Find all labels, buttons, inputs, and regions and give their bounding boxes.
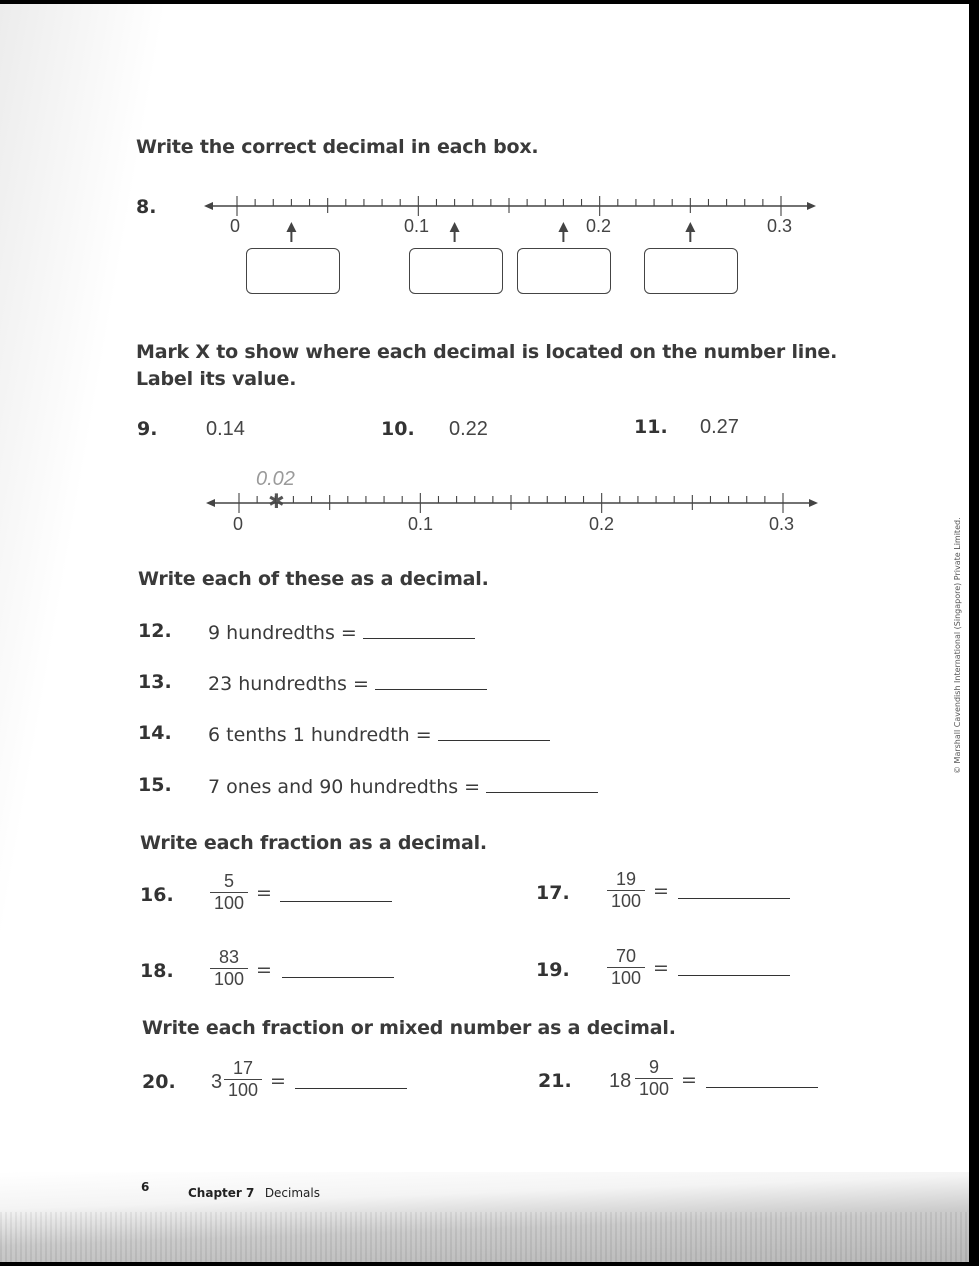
worksheet-page [0, 4, 969, 1262]
question-number-19: 19. [536, 959, 570, 981]
nl2-label-0-1: 0.1 [408, 514, 434, 534]
q16-numerator: 5 [223, 871, 234, 891]
copyright-notice: © Marshall Cavendish International (Singapore) Private Limited. [953, 517, 962, 774]
q19-denominator: 100 [610, 968, 642, 988]
q20-answer-blank[interactable] [295, 1088, 407, 1089]
question-number-21: 21. [538, 1070, 572, 1092]
number-line-mark-ticks [206, 493, 818, 513]
q21-whole: 18 [609, 1070, 632, 1092]
q18-fraction [206, 948, 252, 989]
q17-denominator: 100 [610, 891, 642, 911]
section-heading-words: Write each of these as a decimal. [138, 568, 489, 590]
q15-prompt: 7 ones and 90 hundredths = [208, 776, 481, 798]
q16-answer-blank[interactable] [280, 901, 392, 902]
section-heading-mark: Mark X to show where each decimal is located on the number line. [136, 341, 838, 363]
q11-value: 0.27 [700, 416, 739, 438]
nl1-label-0-3: 0.3 [767, 216, 793, 236]
q17-equals: = [653, 880, 669, 902]
q18-equals: = [256, 959, 272, 981]
q20-fraction [220, 1059, 266, 1100]
right-arrow-icon [809, 499, 818, 507]
nl1-label-0-2: 0.2 [586, 216, 612, 236]
q19-numerator: 70 [615, 946, 637, 966]
question-number-14: 14. [138, 722, 172, 744]
section-heading-label: Label its value. [136, 368, 297, 390]
left-arrow-icon [206, 499, 215, 507]
question-number-9: 9. [137, 418, 158, 440]
question-number-13: 13. [138, 671, 172, 693]
q21-denominator: 100 [638, 1079, 670, 1099]
q21-numerator: 9 [648, 1057, 659, 1077]
chapter-title: Decimals [264, 1186, 320, 1200]
q14-answer-blank[interactable] [438, 722, 550, 741]
chapter-label: Chapter 7 [188, 1186, 255, 1200]
question-number-11: 11. [634, 416, 668, 438]
q20-whole: 3 [211, 1071, 223, 1093]
q17-numerator: 19 [615, 869, 637, 889]
q21-answer-blank[interactable] [706, 1087, 818, 1088]
q20-denominator: 100 [227, 1080, 259, 1100]
q15-text [208, 774, 598, 798]
q17-answer-blank[interactable] [678, 898, 790, 899]
q16-denominator: 100 [213, 893, 245, 913]
q9-value: 0.14 [206, 418, 245, 440]
question-number-16: 16. [140, 884, 174, 906]
q18-denominator: 100 [213, 969, 245, 989]
q12-text [208, 620, 475, 644]
q19-fraction [603, 947, 649, 988]
example-x-mark: ✱ [268, 491, 285, 513]
example-label: 0.02 [256, 468, 295, 490]
q20-equals: = [270, 1070, 286, 1092]
q16-equals: = [256, 882, 272, 904]
nl1-label-0: 0 [230, 216, 241, 236]
q15-answer-blank[interactable] [486, 774, 598, 793]
q12-answer-blank[interactable] [363, 620, 475, 639]
nl2-label-0-3: 0.3 [769, 514, 795, 534]
question-number-8: 8. [136, 196, 157, 218]
q19-answer-blank[interactable] [678, 975, 790, 976]
nl2-label-0-2: 0.2 [589, 514, 615, 534]
question-number-10: 10. [381, 418, 415, 440]
q18-numerator: 83 [218, 947, 240, 967]
q19-equals: = [653, 957, 669, 979]
question-number-18: 18. [140, 960, 174, 982]
section-heading-boxes: Write the correct decimal in each box. [136, 136, 539, 158]
nl1-label-0-1: 0.1 [404, 216, 430, 236]
q16-fraction [206, 872, 252, 913]
q18-answer-blank[interactable] [282, 977, 394, 978]
q13-text [208, 671, 487, 695]
q13-answer-blank[interactable] [375, 671, 487, 690]
q20-numerator: 17 [232, 1058, 254, 1078]
q21-equals: = [681, 1069, 697, 1091]
q14-prompt: 6 tenths 1 hundredth = [208, 724, 432, 746]
q21-fraction [631, 1058, 677, 1099]
question-number-17: 17. [536, 882, 570, 904]
section-heading-fractions: Write each fraction as a decimal. [140, 832, 487, 854]
q12-prompt: 9 hundredths = [208, 622, 357, 644]
q17-fraction [603, 870, 649, 911]
q13-prompt: 23 hundredths = [208, 673, 369, 695]
question-number-20: 20. [142, 1071, 176, 1093]
footer-chapter [188, 1184, 320, 1202]
q14-text [208, 722, 550, 746]
q10-value: 0.22 [449, 418, 488, 440]
nl2-label-0: 0 [233, 514, 244, 534]
page-number: 6 [141, 1180, 150, 1194]
question-number-12: 12. [138, 620, 172, 642]
question-number-15: 15. [138, 774, 172, 796]
section-heading-mixed: Write each fraction or mixed number as a decimal. [142, 1017, 676, 1039]
footer-stripes [0, 1212, 969, 1262]
number-line-mark [0, 4, 969, 564]
